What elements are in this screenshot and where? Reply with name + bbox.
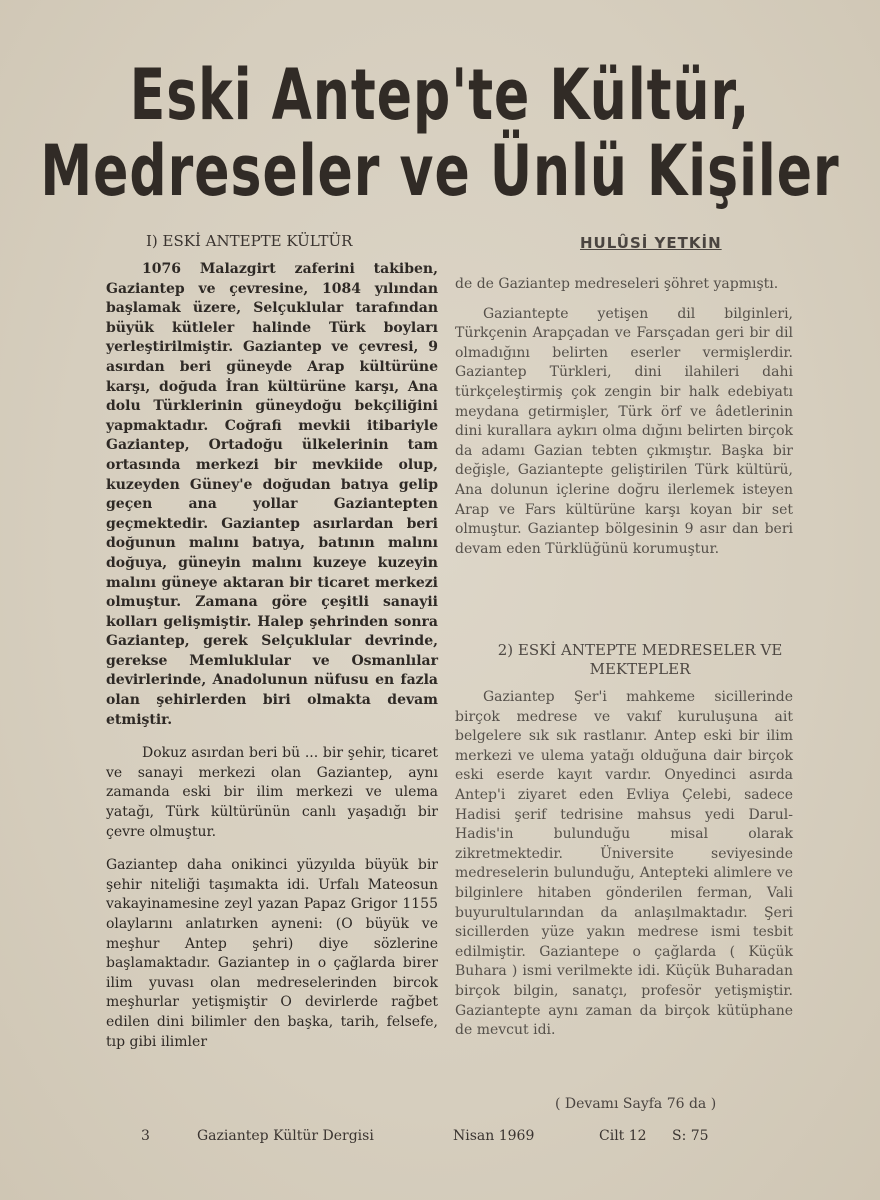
left-column [106,260,438,1066]
paragraph: Dokuz asırdan beri bü ... bir şehir, ticaret ve sanayi merkezi olan Gaziantep, aynı zamanda eski bir ilim merkezi ve ulema yatağı, Türk kültürünün canlı yaşadığı bir çevre olmuştur. [106,745,438,840]
right-column-top [455,275,793,569]
volume-number: Cilt 12 [599,1128,647,1144]
issue-number: S: 75 [672,1128,709,1144]
magazine-name: Gaziantep Kültür Dergisi [197,1128,374,1144]
paragraph: 1076 Malazgirt zaferini takiben, Gaziantep ve çevresine, 1084 yılından başlamak üzere, Selçuklular tarafından büyük kütleler halinde Türk boyları yerleştirilmiştir. Gaziantep ve çevresi, 9 asırdan beri güneyde Arap kültürüne karşı, doğuda İran kültürüne karşı, Ana dolu Türklerinin güneydoğu bekçiliğini yapmaktadır. Coğrafi mevkii itibariyle Gaziantep, Ortadoğu ülkelerinin tam ortasında merkezi bir mevkiide olup, kuzeyden Güney'e doğudan batıya gelip geçen ana yollar Gaziantepten geçmektedir. Gaziantep asırlardan beri doğunun malını batıya, batının malını doğuya, güneyin malını kuzeye kuzeyin malını güneye aktaran bir ticaret merkezi olmuştur. Zamana göre çeşitli sanayii kolları gelişmiştir. Halep şehrinden sonra Gaziantep, gerek Selçuklular devrinde, gerekse Memluklular ve Osmanlılar devirlerinde, Anadolunun nüfusu en fazla olan şehirlerden biri olmakta devam etmiştir. [106,261,438,728]
paragraph: Gaziantepte yetişen dil bilginleri, Türkçenin Arapçadan ve Farsçadan geri bir dil olmadığını belirten eserler vermişlerdir. Gaziantep Türkleri, dini ilahileri dahi türkçeleştirmiş çok zengin bir halk edebiyatı meydana getirmişler, Türk örf ve âdetlerinin dini kurallara aykırı olma dığını belirten birçok da adamı Gazian tebten çıkmıştır. Başka bir değişle, Gaziantepte geliştirilen Türk kültürü, Ana dolunun içlerine doğru ilerlemek isteyen Arap ve Fars kültürüne karşı koyan bir set olmuştur. Gaziantep bölgesinin 9 asır dan beri devam eden Türklüğünü korumuştur. [455,305,793,557]
paragraph: Gaziantep daha onikinci yüzyılda büyük bir şehir niteliği taşımakta idi. Urfalı Mateosun vakayinamesine zeyl yazan Papaz Grigor 1155 olaylarını anlatırken ayneni: (O büyük ve meşhur Antep şehri) diye sözlerine başlamaktadır. Gaziantep in o çağlarda birer ilim yuvası olan medreselerinden bircok meşhurlar yetişmiştir O devirlerde rağbet edilen dini bilimler den başka, tarih, felsefe, tıp gibi ilimler [106,857,438,1050]
paragraph: de de Gaziantep medreseleri şöhret yapmıştı. [455,276,779,292]
author-byline: HULÛSİ YETKİN [580,234,722,252]
section1-heading: I) ESKİ ANTEPTE KÜLTÜR [146,232,353,250]
right-column-bottom [455,688,793,1051]
section2-heading: 2) ESKİ ANTEPTE MEDRESELER VE MEKTEPLER [497,641,783,678]
issue-date: Nisan 1969 [453,1128,535,1144]
page-number: 3 [141,1128,150,1144]
article-title-line1: Eski Antep'te Kültür, [129,55,751,137]
article-title-line2: Medreseler ve Ünlü Kişiler [40,131,840,213]
paragraph: Gaziantep Şer'i mahkeme sicillerinde birçok medrese ve vakıf kuruluşuna ait belgelere sık sık rastlanır. Antep eski bir ilim merkezi ve ulema yatağı olduğuna dair birçok eski eserde kayıt vardır. Onyedinci asırda Antep'i ziyaret eden Evliya Çelebi, sadece Hadisi şerif tedrisine mahsus yedi Darul-Hadis'in bulunduğu misal olarak zikretmektedir. Üniversite seviyesinde medreselerin bulunduğu, Antepteki alimlere ve bilginlere hitaben gönderilen ferman, Vali buyurultularından da anlaşılmaktadır. Şeri sicillerden yüze yakın medrese ismi tesbit edilmiştir. Gaziantepe o çağlarda ( Küçük Buhara ) ismi verilmekte idi. Küçük Buharadan birçok bilgin, sanatçı, profesör yetişmiştir. Gaziantepte aynı zaman da birçok kütüphane de mevcut idi. [455,689,793,1039]
continuation-note: ( Devamı Sayfa 76 da ) [555,1096,717,1112]
